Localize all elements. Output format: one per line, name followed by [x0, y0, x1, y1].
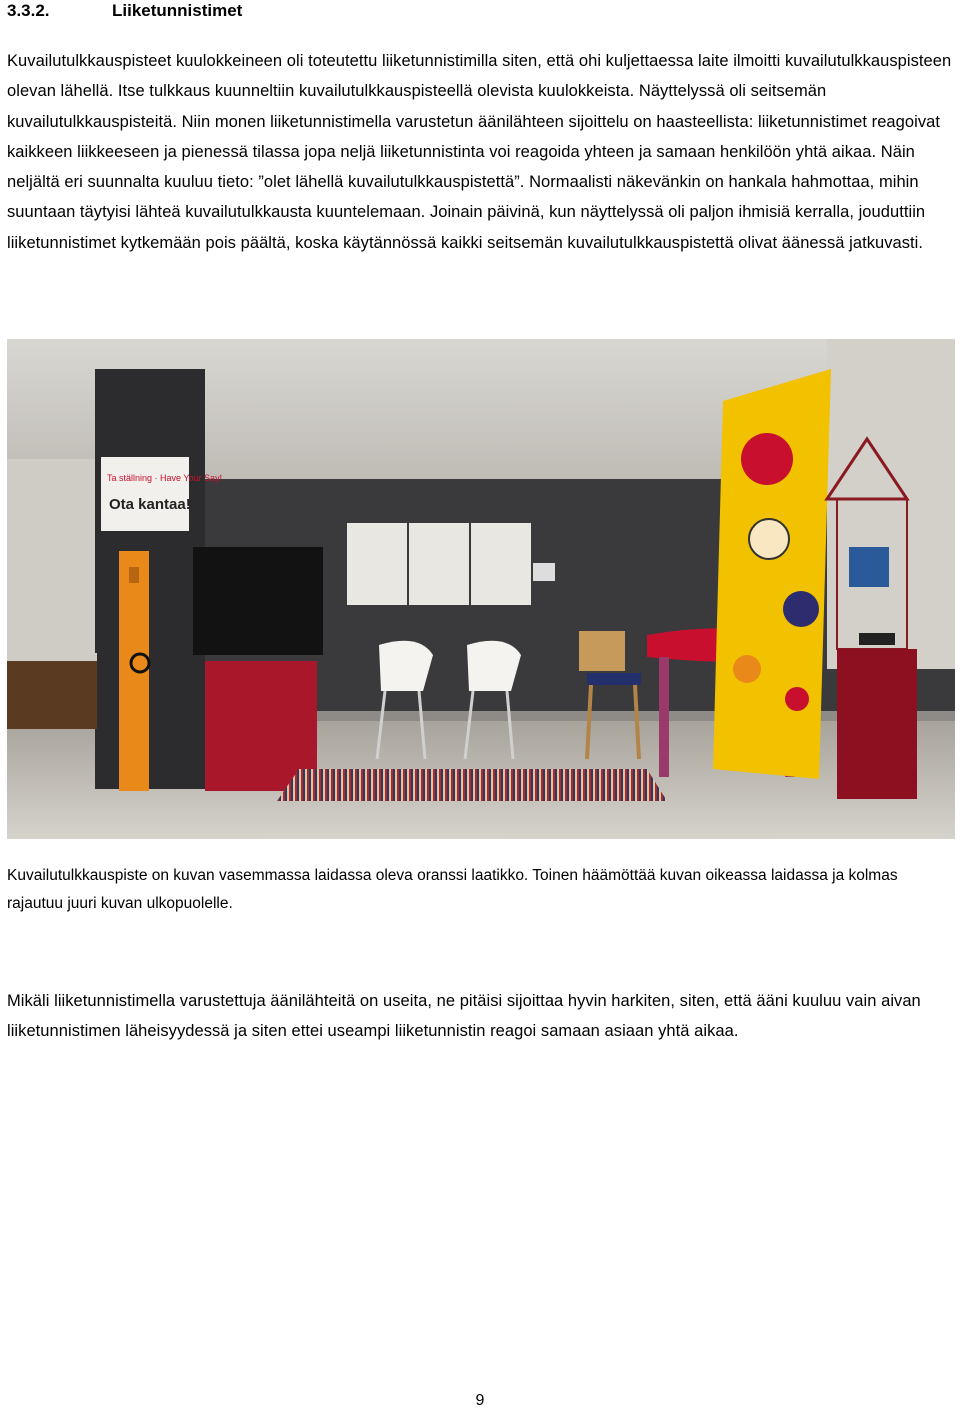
- wall-left-light: [7, 459, 97, 679]
- section-title: Liiketunnistimet: [112, 1, 243, 20]
- wooden-chair-seat: [587, 673, 641, 685]
- page-number: 9: [475, 1392, 485, 1409]
- wall-right-light: [827, 339, 955, 669]
- poster-3: [471, 523, 531, 605]
- body-paragraph-2: Mikäli liiketunnistimella varustettuja äänilähteitä on useita, ne pitäisi sijoittaa hyvin harkiten, siten, että ääni kuuluu vain aivan liiketunnistimen läheisyydessä ja siten ettei useampi liiketunnistin reagoi samaan asiaan yhtä aikaa.: [7, 992, 921, 1041]
- sign-white: [101, 457, 189, 531]
- white-chair-2: [467, 641, 521, 691]
- dark-column: [95, 369, 205, 789]
- section-number: 3.3.2.: [7, 1, 50, 20]
- yellow-panel: [713, 369, 831, 779]
- photo-caption: Kuvailutulkkauspiste on kuvan vasemmassa laidassa oleva oranssi laatikko. Toinen häämöttää kuvan oikeassa laidassa ja kolmas rajautuu juuri kuvan ulkopuolelle.: [7, 867, 898, 912]
- white-chair-1: [379, 641, 433, 691]
- small-monitor: [533, 563, 555, 581]
- red-table-leg-1: [659, 657, 669, 777]
- red-pedestal: [837, 649, 917, 799]
- body-paragraph-1: Kuvailutulkkauspisteet kuulokkeineen oli toteutettu liiketunnistimilla siten, että ohi kuljettaessa laite ilmoitti kuvailutulkkauspisteen olevan lähellä. Itse tulkkaus kuunneltiin kuvailutulkkauspisteellä olevista kuulokkeista. Näyttelyssä oli seitsemän kuvailutulkkauspisteitä. Niin monen liiketunnistimella varustetun äänilähteen sijoittelu on haasteellista: liiketunnistimet reagoivat kaikkeen liikkeeseen ja pienessä tilassa jopa neljä liiketunnistinta voi reagoida yhteen ja samaan henkilöön yhtä aikaa. Näin neljältä eri suunnalta kuuluu tieto: ”olet lähellä kuvailutulkkauspistettä”. Normaalisti näkevänkin on hankala hahmottaa, mihin suuntaan täytyisi lähteä kuvailutulkkausta kuuntelemaan. Joinain päivinä, kun näyttelyssä oli paljon ihmisiä kerralla, jouduttiin liiketunnistimet kytkemään pois päältä, koska käytännössä kaikki seitsemän kuvailutulkkauspistettä olivat äänessä jatkuvasti.: [7, 52, 952, 252]
- sign-text-1: Ta ställning · Have Your Say!: [107, 473, 223, 483]
- tv-screen: [193, 547, 323, 655]
- striped-rug: [277, 769, 667, 801]
- exhibition-photo: [7, 339, 955, 839]
- audio-post-label: [129, 567, 139, 583]
- poster-2: [409, 523, 469, 605]
- left-cabinet: [7, 659, 97, 729]
- books-display: [849, 547, 889, 587]
- sign-text-2: Ota kantaa!: [109, 496, 191, 513]
- poster-1: [347, 523, 407, 605]
- wooden-chair-back: [579, 631, 625, 671]
- section-heading: [7, 0, 947, 22]
